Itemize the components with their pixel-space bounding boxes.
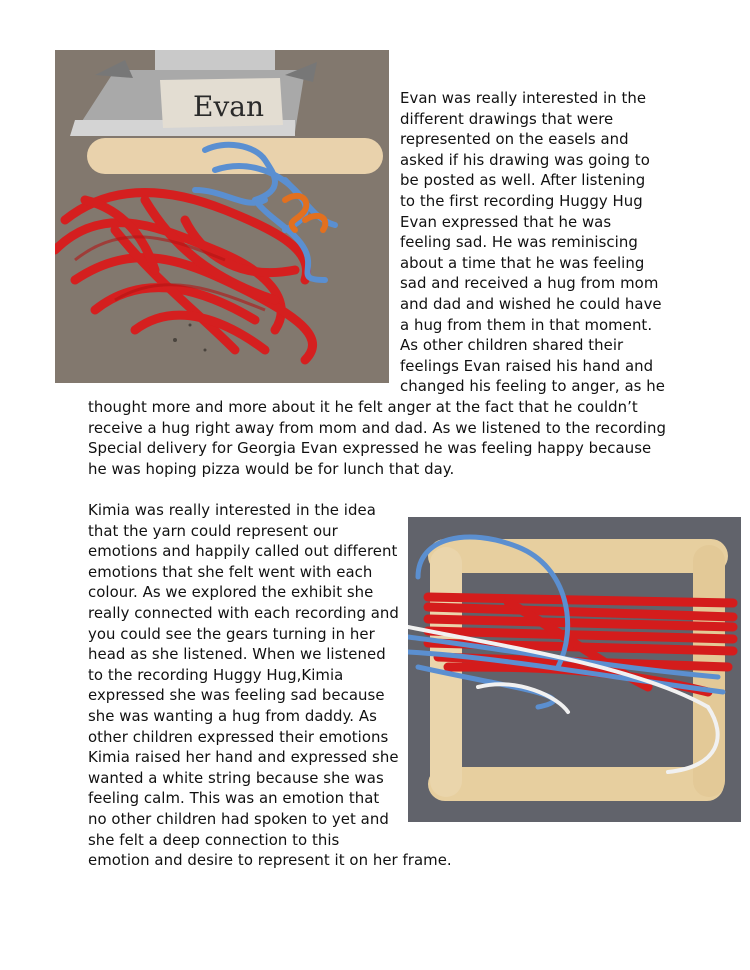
text-line: she was wanting a hug from daddy. As: [88, 707, 377, 725]
text-line: thought more and more about it he felt anger at the fact that he couldn’t: [88, 398, 638, 416]
text-line: different drawings that were: [400, 109, 614, 128]
text-line: that the yarn could represent our: [88, 521, 338, 540]
text-line: feelings Evan raised his hand and: [400, 356, 654, 375]
text-line: she felt a deep connection to this: [88, 830, 340, 849]
svg-text:Evan: Evan: [193, 90, 264, 123]
text-line: Evan expressed that he was: [400, 212, 612, 231]
text-line: no other children had spoken to yet and: [88, 810, 389, 828]
kimia-frame-photo: [408, 517, 741, 822]
text-line: expressed she was feeling sad because: [88, 686, 385, 705]
text-line: emotions and happily called out different: [88, 542, 398, 561]
text-line: be posted as well. After listening: [400, 171, 646, 190]
text-line: emotion and desire to represent it on her frame.: [88, 851, 452, 870]
name-label: [160, 78, 283, 128]
text-line: represented on the easels and: [400, 130, 629, 149]
text-line: to the recording Huggy Hug,Kimia: [88, 665, 344, 684]
text-line: As other children shared their: [400, 336, 624, 355]
text-line: receive a hug right away from mom and dad. As we listened to the recording: [88, 418, 666, 437]
text-line: a hug from them in that moment.: [400, 315, 653, 334]
text-line: Special delivery for Georgia Evan expressed he was feeling happy because: [88, 439, 652, 458]
text-line: about a time that he was feeling: [400, 253, 645, 272]
text-line: you could see the gears turning in her: [88, 624, 375, 643]
evan-yarn-photo: [55, 50, 389, 383]
text-line: colour. As we explored the exhibit she: [88, 583, 374, 602]
text-line: other children expressed their emotions: [88, 727, 389, 746]
text-line: head as she listened. When we listened: [88, 645, 386, 664]
text-line: wanted a white string because she was: [88, 768, 384, 787]
text-line: Evan was really interested in the: [400, 89, 647, 107]
text-line: to the first recording Huggy Hug: [400, 192, 643, 210]
text-line: sad and received a hug from mom: [400, 274, 659, 293]
text-line: and dad and wished he could have: [400, 295, 662, 313]
text-line: he was hoping pizza would be for lunch that day.: [88, 459, 455, 478]
text-line: feeling calm. This was an emotion that: [88, 789, 380, 808]
text-line: asked if his drawing was going to: [400, 150, 650, 169]
text-line: Kimia was really interested in the idea: [88, 501, 376, 519]
text-line: changed his feeling to anger, as he: [400, 377, 665, 396]
text-line: Kimia raised her hand and expressed she: [88, 748, 399, 767]
text-line: feeling sad. He was reminiscing: [400, 233, 638, 252]
text-line: really connected with each recording and: [88, 604, 399, 622]
text-line: emotions that she felt went with each: [88, 562, 373, 581]
